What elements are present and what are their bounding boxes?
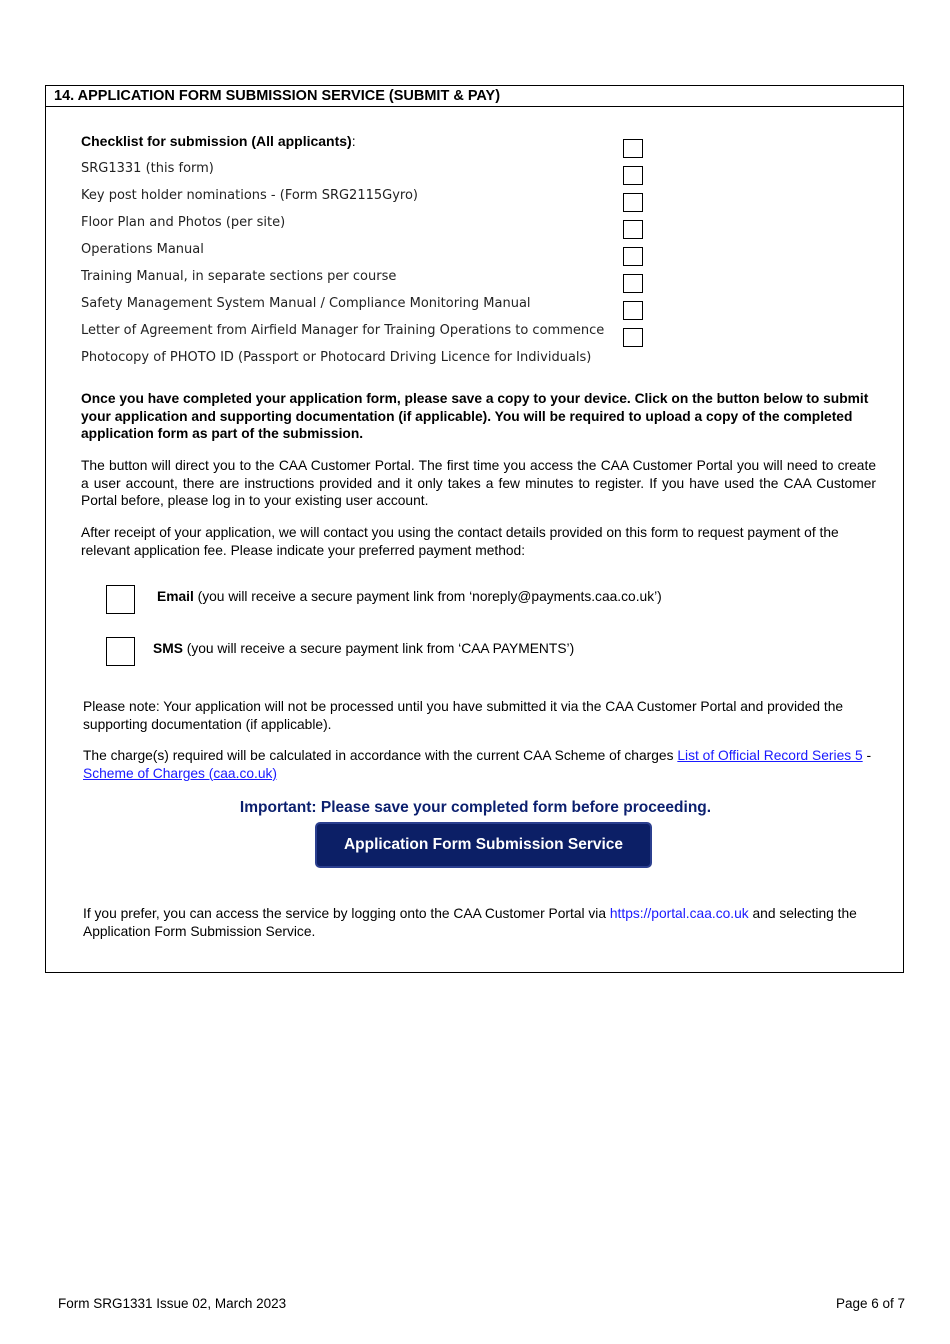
checklist-item-srg1331: SRG1331 (this form) (81, 161, 214, 176)
save-and-submit-instructions: Once you have completed your application form, please save a copy to your device. Click on the button below to submit your application and supporting documentation (if applicable). You will be required to upload a copy of the completed application form as part of the submission. (81, 391, 869, 441)
email-payment-label: Email (you will receive a secure payment link from ‘noreply@payments.caa.co.uk’) (157, 589, 662, 604)
checklist-item-key-post-holder: Key post holder nominations - (Form SRG2115Gyro) (81, 188, 418, 203)
email-payment-checkbox[interactable] (106, 585, 135, 614)
section-title: 14. APPLICATION FORM SUBMISSION SERVICE (SUBMIT & PAY) (46, 86, 903, 107)
checkbox-letter-of-agreement[interactable] (623, 301, 643, 320)
official-record-series-link[interactable]: List of Official Record Series 5 (677, 748, 863, 763)
checkbox-sms-manual[interactable] (623, 274, 643, 293)
checklist-title: Checklist for submission (All applicants): (81, 133, 356, 149)
portal-url-link[interactable]: https://portal.caa.co.uk (609, 906, 749, 921)
checklist-item-operations-manual: Operations Manual (81, 242, 204, 257)
submission-section (45, 85, 904, 973)
sms-payment-label: SMS (you will receive a secure payment link from ‘CAA PAYMENTS’) (153, 641, 575, 656)
portal-instructions: The button will direct you to the CAA Customer Portal. The first time you access the CAA Customer Portal you will need to create a user account, there are instructions provided and it only takes a few minutes to register. If you have used the CAA Customer Portal before, please log in to your existing user account. (81, 458, 876, 508)
checklist-item-letter-of-agreement: Letter of Agreement from Airfield Manager for Training Operations to commence (81, 323, 605, 338)
checklist-item-floor-plan: Floor Plan and Photos (per site) (81, 215, 286, 230)
checkbox-key-post-holder[interactable] (623, 166, 643, 185)
footer-form-id: Form SRG1331 Issue 02, March 2023 (58, 1296, 287, 1311)
checklist-item-training-manual: Training Manual, in separate sections per course (81, 269, 397, 284)
checkbox-photo-id[interactable] (623, 328, 643, 347)
checkbox-operations-manual[interactable] (623, 220, 643, 239)
payment-instructions: After receipt of your application, we will contact you using the contact details provided on this form to request payment of the relevant application fee. Please indicate your preferred payment method: (81, 525, 839, 558)
scheme-of-charges-link[interactable]: Scheme of Charges (caa.co.uk) (83, 765, 278, 781)
checklist-item-sms-manual: Safety Management System Manual / Compliance Monitoring Manual (81, 296, 531, 311)
checkbox-floor-plan[interactable] (623, 193, 643, 212)
charges-note: The charge(s) required will be calculated in accordance with the current CAA Scheme of charges List of Official Record Series 5 - Scheme of Charges (caa.co.uk) (83, 748, 872, 781)
checkbox-srg1331[interactable] (623, 139, 643, 158)
sms-payment-checkbox[interactable] (106, 637, 135, 666)
checkbox-training-manual[interactable] (623, 247, 643, 266)
processing-note: Please note: Your application will not be processed until you have submitted it via the CAA Customer Portal and provided the supporting documentation (if applicable). (83, 699, 844, 732)
alternative-access-note: If you prefer, you can access the service by logging onto the CAA Customer Portal via https://portal.caa.co.uk and selecting the Application Form Submission Service. (83, 906, 857, 939)
application-form-submission-button[interactable]: Application Form Submission Service (315, 822, 652, 868)
checklist-item-photo-id: Photocopy of PHOTO ID (Passport or Photocard Driving Licence for Individuals) (81, 350, 592, 365)
footer-page-number: Page 6 of 7 (835, 1296, 905, 1311)
important-notice: Important: Please save your completed form before proceeding. (239, 799, 712, 816)
